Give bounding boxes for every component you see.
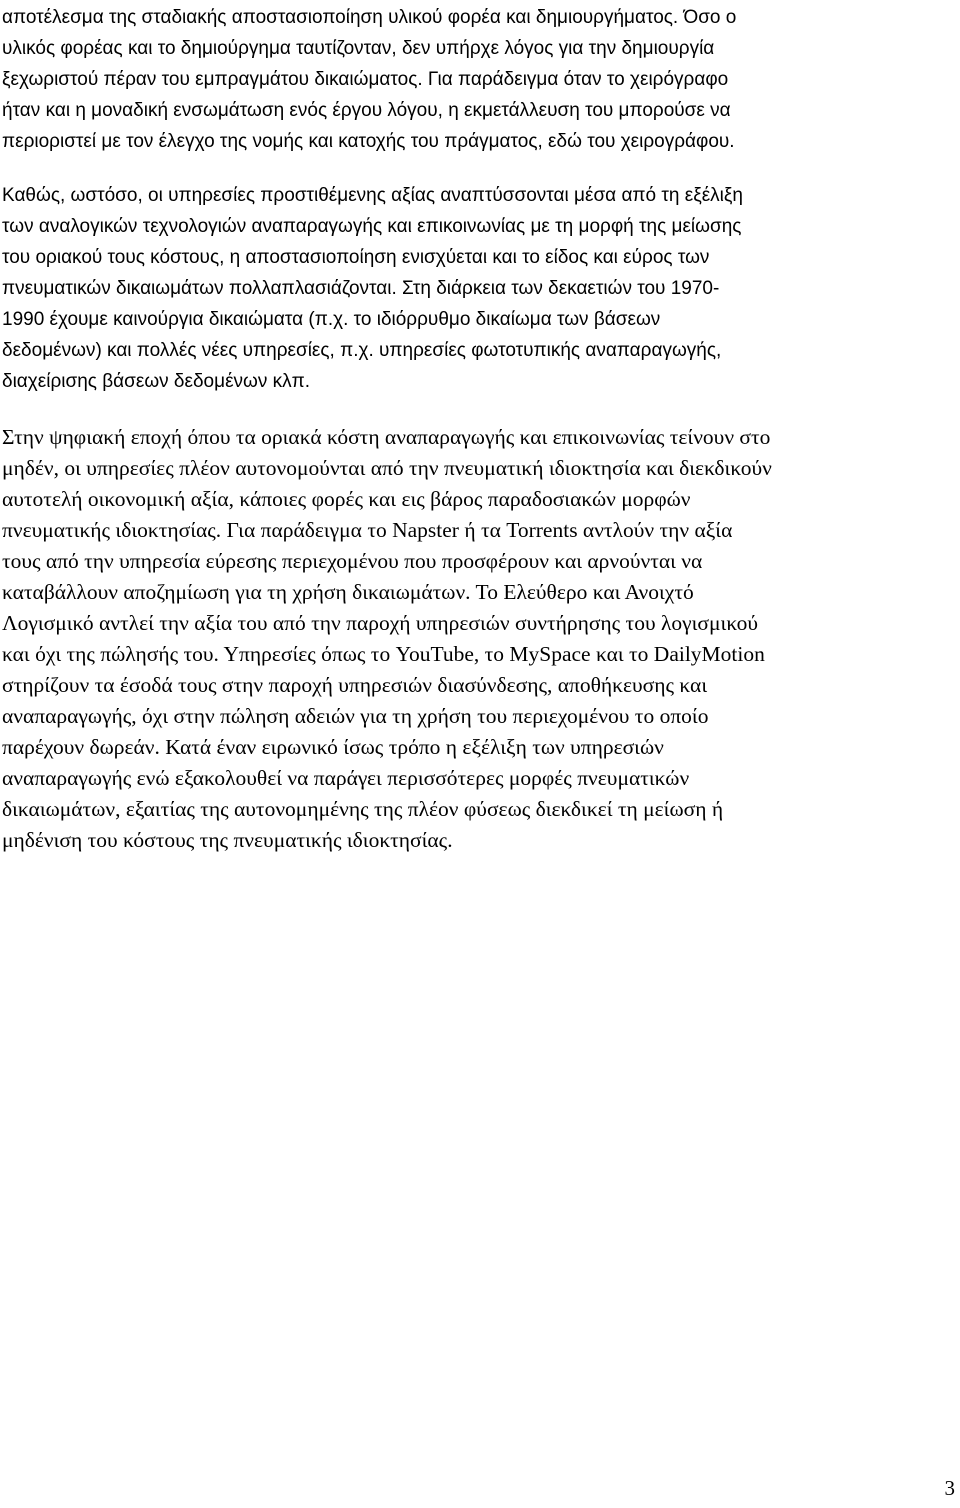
paragraph-line: δεδομένων) και πολλές νέες υπηρεσίες, π.χ. υπηρεσίες φωτοτυπικής αναπαραγωγής, (2, 340, 722, 361)
paragraph-line: δικαιωμάτων, εξαιτίας της αυτονομημένης της πλέον φύσεως διεκδικεί τη μείωση ή (2, 797, 724, 821)
paragraph-line: Στην ψηφιακή εποχή όπου τα οριακά κόστη αναπαραγωγής και επικοινωνίας τείνουν στο (2, 425, 771, 449)
page-number: 3 (944, 1476, 955, 1500)
paragraph-line: του οριακού τους κόστους, η αποστασιοποίηση ενισχύεται και το είδος και εύρος των (2, 247, 710, 268)
paragraph-line: διαχείρισης βάσεων δεδομένων κλπ. (2, 371, 311, 392)
paragraph-line: περιοριστεί με τον έλεγχο της νομής και κατοχής του πράγματος, εδώ του χειρογράφου. (2, 131, 735, 152)
paragraph-line: πνευματικών δικαιωμάτων πολλαπλασιάζονται. Στη διάρκεια των δεκαετιών του 1970- (2, 278, 720, 299)
paragraph-3 (2, 422, 957, 856)
paragraph-line: στηρίζουν τα έσοδά τους στην παροχή υπηρεσιών διασύνδεσης, αποθήκευσης και (2, 673, 708, 697)
paragraph-line: Καθώς, ωστόσο, οι υπηρεσίες προστιθέμενης αξίας αναπτύσσονται μέσα από τη εξέλιξη (2, 185, 743, 206)
paragraph-line: ήταν και η μοναδική ενσωμάτωση ενός έργου λόγου, η εκμετάλλευση του μπορούσε να (2, 100, 731, 121)
paragraph-line: αναπαραγωγής, όχι στην πώληση αδειών για τη χρήση του περιεχομένου το οποίο (2, 704, 709, 728)
paragraph-line: Λογισμικό αντλεί την αξία του από την παροχή υπηρεσιών συντήρησης του λογισμικού (2, 611, 759, 635)
paragraph-line: αποτέλεσμα της σταδιακής αποστασιοποίηση υλικού φορέα και δημιουργήματος. Όσο ο (2, 7, 737, 28)
paragraph-line: αυτοτελή οικονομική αξία, κάποιες φορές και εις βάρος παραδοσιακών μορφών (2, 487, 691, 511)
paragraph-2 (2, 180, 957, 397)
paragraph-line: ξεχωριστού πέραν του εμπραγμάτου δικαιώματος. Για παράδειγμα όταν το χειρόγραφο (2, 69, 729, 90)
paragraph-line: και όχι της πώλησής του. Υπηρεσίες όπως το YouTube, το MySpace και το DailyMotion (2, 642, 765, 666)
paragraph-line: μηδένιση του κόστους της πνευματικής ιδιοκτησίας. (2, 828, 453, 852)
paragraph-line: μηδέν, οι υπηρεσίες πλέον αυτονομούνται από την πνευματική ιδιοκτησία και διεκδικούν (2, 456, 772, 480)
paragraph-line: πνευματικής ιδιοκτησίας. Για παράδειγμα το Napster ή τα Torrents αντλούν την αξία (2, 518, 733, 542)
paragraph-line: καταβάλλουν αποζημίωση για τη χρήση δικαιωμάτων. Το Ελεύθερο και Ανοιχτό (2, 580, 694, 604)
paragraph-line: των αναλογικών τεχνολογιών αναπαραγωγής και επικοινωνίας με τη μορφή της μείωσης (2, 216, 742, 237)
paragraph-1 (2, 2, 957, 157)
paragraph-line: 1990 έχουμε καινούργια δικαιώματα (π.χ. το ιδιόρρυθμο δικαίωμα των βάσεων (2, 309, 661, 330)
paragraph-line: υλικός φορέας και το δημιούργημα ταυτίζονταν, δεν υπήρχε λόγος για την δημιουργία (2, 38, 715, 59)
paragraph-line: παρέχουν δωρεάν. Κατά έναν ειρωνικό ίσως τρόπο η εξέλιξη των υπηρεσιών (2, 735, 664, 759)
paragraph-line: αναπαραγωγής ενώ εξακολουθεί να παράγει περισσότερες μορφές πνευματικών (2, 766, 690, 790)
paragraph-line: τους από την υπηρεσία εύρεσης περιεχομένου που προσφέρουν και αρνούνται να (2, 549, 703, 573)
